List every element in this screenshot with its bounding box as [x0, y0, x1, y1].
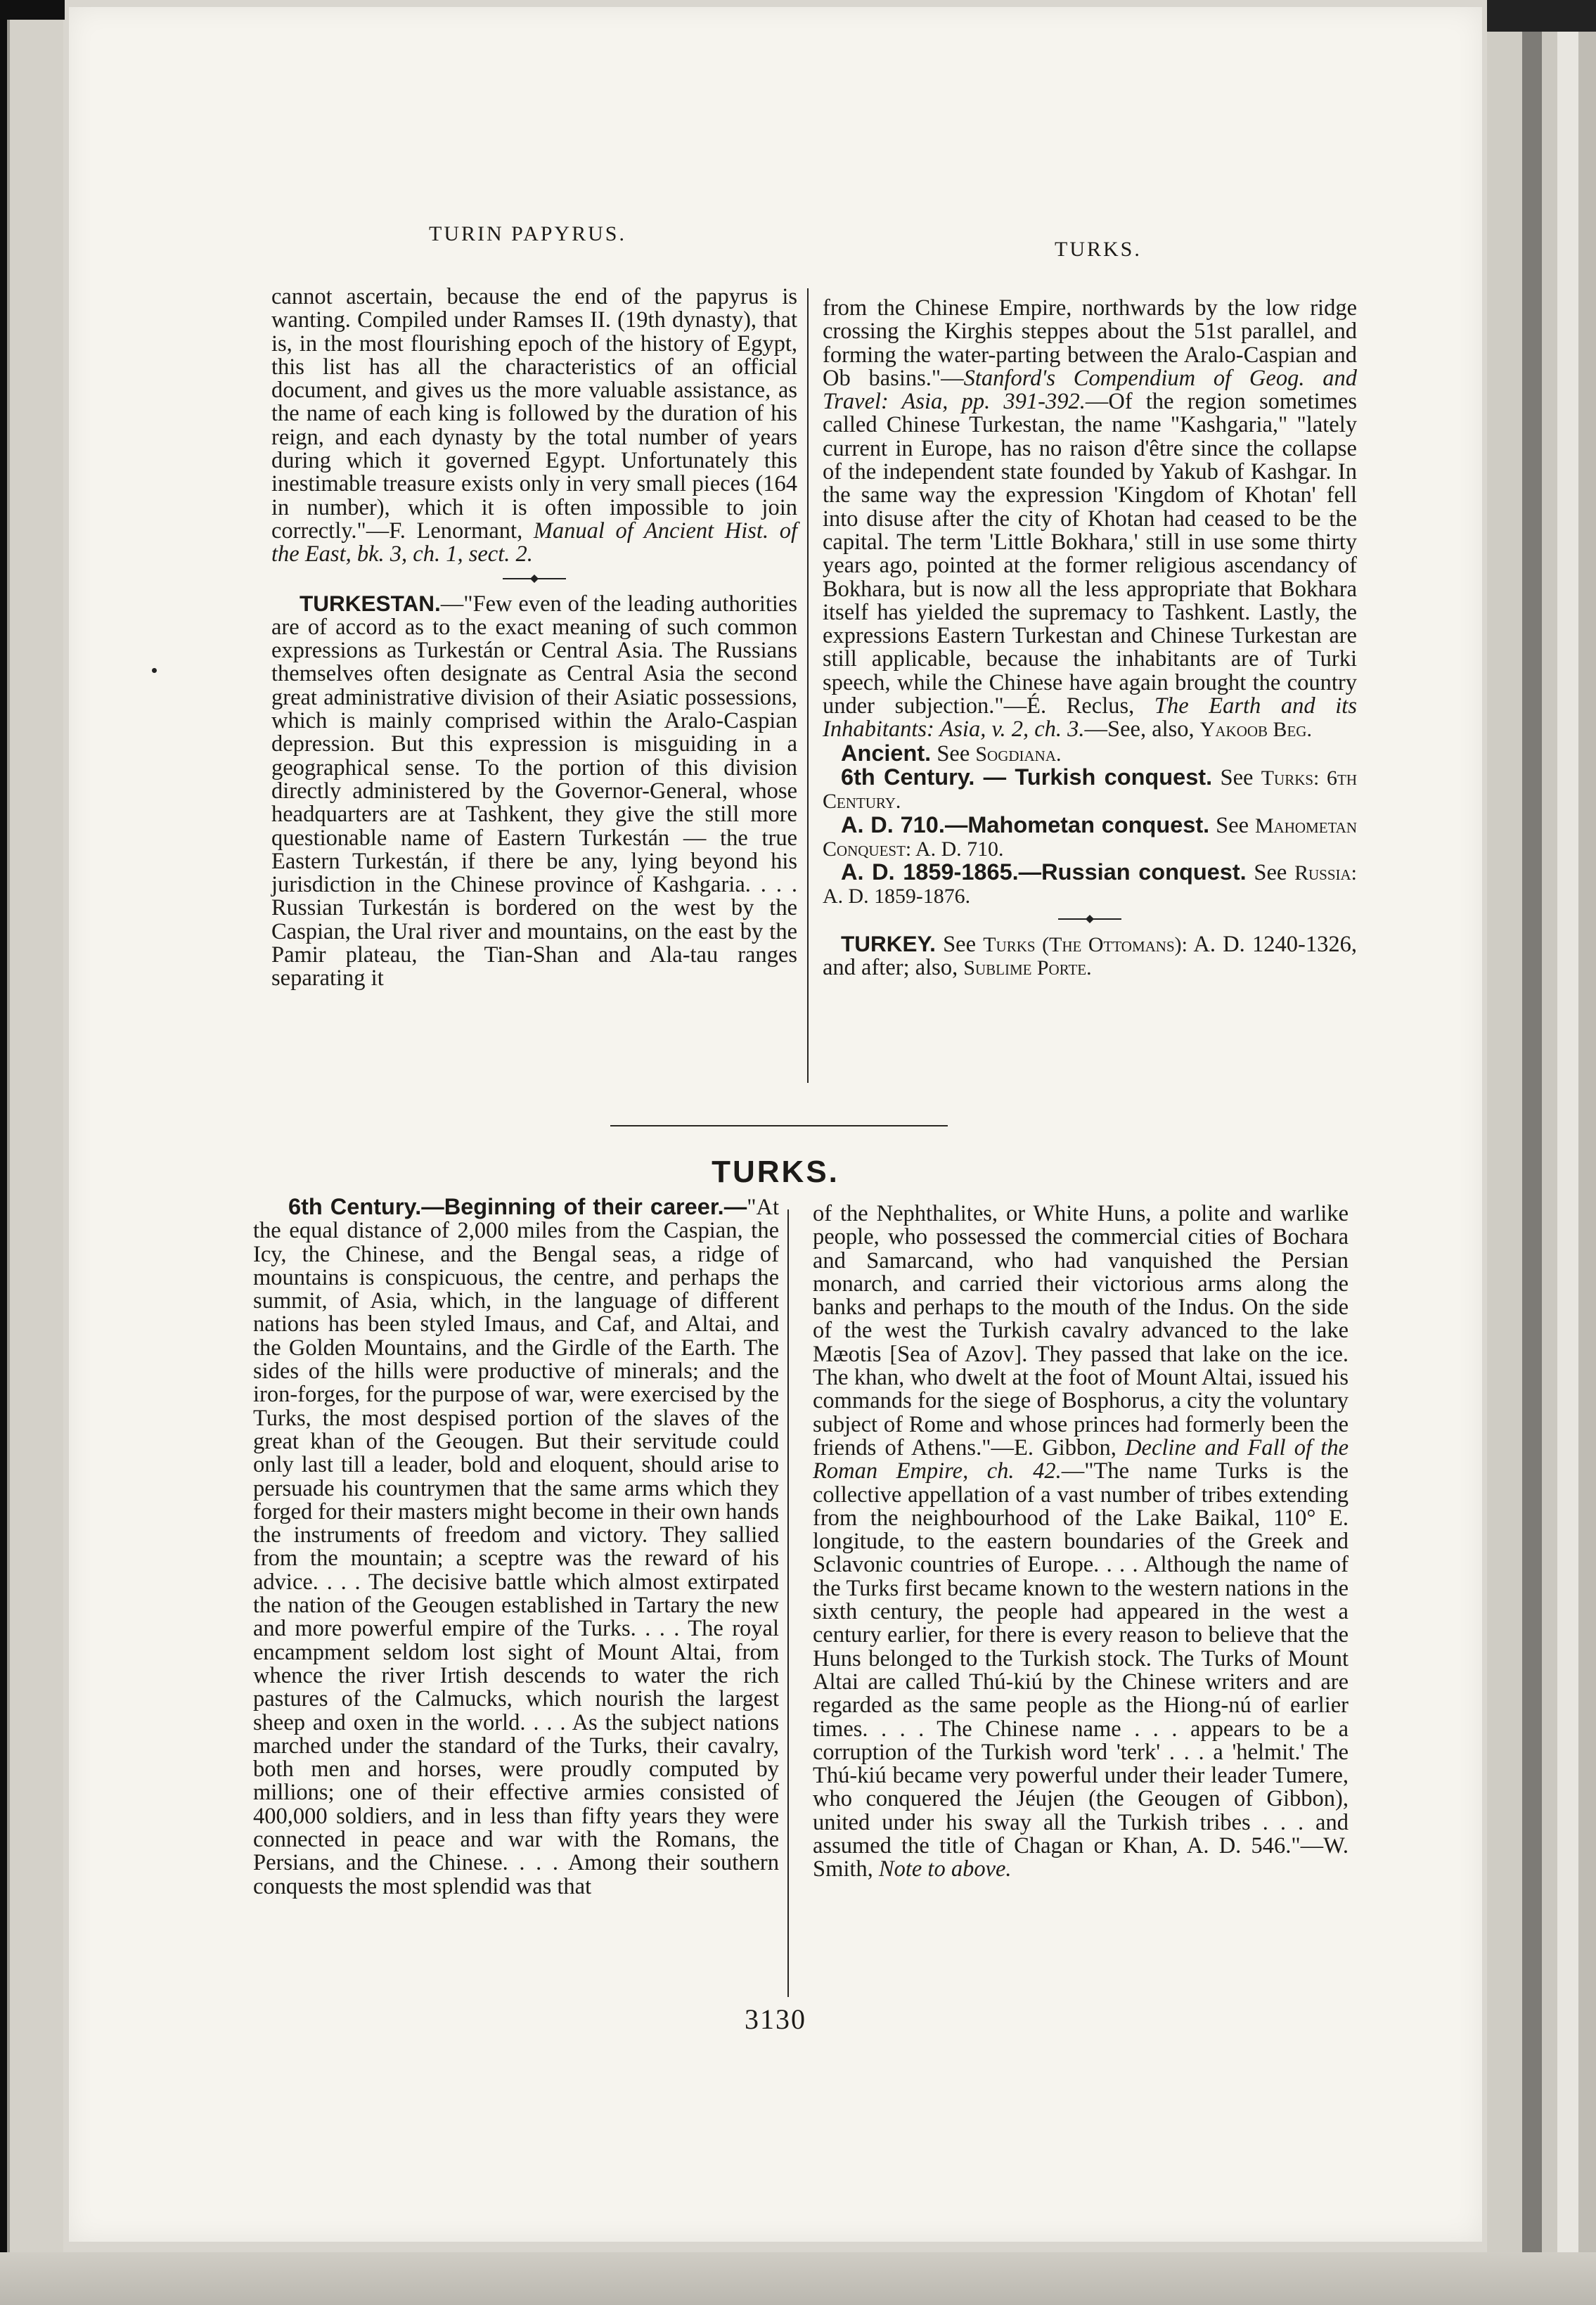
margin-mark	[152, 668, 157, 673]
gibbon-citation: Decline and Fall of the Roman Empire, ch. 42.	[813, 1434, 1349, 1484]
subentry-heading-6th-century: 6th Century. — Turkish conquest.	[841, 764, 1213, 790]
smith-citation: Note to above.	[878, 1856, 1012, 1882]
see-reference-russia: Russia: A. D. 1859-1876.	[823, 861, 1357, 908]
entry-heading-turkey: TURKEY.	[841, 930, 936, 956]
see-also-text: —See, also,	[1084, 717, 1200, 743]
scan-bottom-border	[0, 2252, 1596, 2305]
subentry-beginning-of-career	[253, 1195, 779, 1899]
subentry-heading-ad-710: A. D. 710.—Mahometan conquest.	[841, 811, 1210, 837]
see-text: See	[1254, 860, 1295, 886]
column-rule-bottom	[787, 1209, 789, 1997]
turkey-text: A. D. 1240-1326, and after; also,	[823, 931, 1357, 981]
bottom-left-column	[253, 1195, 779, 1899]
subentry-heading-ad-1859: A. D. 1859-1865.—Russian conquest.	[841, 859, 1247, 885]
scan-left-border	[0, 0, 63, 2305]
subentry-ancient	[823, 742, 1357, 766]
subentry-6th-century	[823, 766, 1357, 814]
paragraph-turks-continued	[813, 1202, 1349, 1882]
section-separator-rule	[610, 1125, 948, 1126]
see-reference-turks-6th-century: Turks: 6th Century.	[823, 766, 1357, 814]
stanford-citation: Stanford's Compendium of Geog. and Travel: Asia, pp. 391-392.	[823, 365, 1357, 415]
see-text: See	[1216, 812, 1255, 838]
subentry-heading-beginning-of-career: 6th Century.—Beginning of their career.—	[288, 1194, 747, 1219]
running-header-right: TURKS.	[1055, 238, 1142, 261]
see-reference-sublime-porte: Sublime Porte.	[963, 956, 1092, 980]
section-divider-ornament	[1058, 914, 1121, 924]
turkestan-continued-text: from the Chinese Empire, northwards by the low ridge crossing the Kirghis steppes about the 51st parallel, and forming the water-parting between the Aralo-Caspian and Ob basins."—	[823, 295, 1357, 391]
see-text: See	[1220, 764, 1261, 790]
subentry-ad-710	[823, 811, 1358, 861]
smith-text: —"The name Turks is the collective appellation of a vast number of tribes extending from the neighbourhood of the Lake Baikal, 110° E. longitude, to the eastern boundaries of the Greek and Sclavonic countries of Europe. . . . Although the name of the Turks first became known to the western nations in the sixth century, the people had appeared in the west a century earlier, for there is every reason to believe that the Huns belonged to the Turkish stock. The Turks of Mount Altai are called Thú-kiú by the Chinese writers and are regarded as the same people as the Hiong-nú of earlier times. . . . The Chinese name . . . appears to be a corruption of the Turkish word 'terk' . . . a 'helmit.' The Thú-kiú became very powerful under their leader Tumere, who conquered the Jéujen (the Geougen of Gibbon), united under his sway all the Turkish tribes . . . and assumed the title of Chagan or Khan, A. D. 546."—W. Smith,	[813, 1458, 1349, 1882]
see-reference-sogdiana: Sogdiana.	[975, 742, 1062, 766]
scan-corner-shadow	[0, 0, 65, 20]
entry-turkey	[823, 932, 1357, 980]
gibbon-quote-text: "At the equal distance of 2,000 miles from the Caspian, the Icy, the Chinese, and the Bengal seas, a ridge of mountains is conspicuous, the centre, and perhaps the summit, of Asia, which, in the language of different nations has been styled Imaus, and Caf, and Altai, and the Golden Mountains, and the Girdle of the Earth. The sides of the hills were productive of minerals; and the iron-forges, for the purpose of war, were exercised by the Turks, the most despised portion of the slaves of the great khan of the Geougen. But their servitude could only last till a leader, bold and eloquent, should arise to persuade his countrymen that the same arms which they forged for their masters might become in their own hands the instruments of freedom and victory. They sallied from the mountain; a sceptre was the reward of his advice. . . . The decisive battle which almost extirpated the nation of the Geougen established in Tartary the new and more powerful empire of the Turks. . . . The royal encampment seldom lost sight of Mount Altai, from whence the river Irtish descends to water the rich pastures of the Calmucks, which nourish the largest sheep and oxen in the world. . . . As the subject nations marched under the standard of the Turks, their cavalry, both men and horses, were proudly computed by millions; one of their effective armies consisted of 400,000 soldiers, and in less than fifty years they were connected in peace and war with the Romans, the Persians, and the Chinese. . . . Among their southern conquests the most splendid was that	[253, 1195, 779, 1899]
section-divider-ornament	[503, 574, 566, 584]
turin-citation: Manual of Ancient Hist. of the East, bk. 3, ch. 1, sect. 2.	[271, 518, 797, 567]
document-page	[69, 7, 1482, 2242]
entry-heading-turkestan: TURKESTAN.	[300, 590, 441, 616]
subentry-ad-1859	[823, 861, 1357, 908]
reclus-citation: The Earth and its Inhabitants: Asia, v. 2, ch. 3.	[823, 693, 1357, 743]
paragraph-turin-papyrus	[271, 285, 797, 567]
top-left-column	[271, 285, 797, 991]
see-reference-turks-ottomans: Turks (The Ottomans):	[983, 932, 1188, 956]
see-reference-yakoob-beg: Yakoob Beg.	[1199, 718, 1312, 742]
gibbon-continued-text: of the Nephthalites, or White Huns, a polite and warlike people, who possessed the commercial cities of Bochara and Samarcand, who had vanquished the Persian monarch, and carried their victorious arms along the banks and perhaps to the mouth of the Indus. On the side of the west the Turkish cavalry advanced to the lake Mæotis [Sea of Azov]. They passed that lake on the ice. The khan, who dwelt at the foot of Mount Altai, issued his commands for the siege of Bosphorus, a city the voluntary subject of Rome and whose princes had formerly been the friends of Athens."—E. Gibbon,	[813, 1201, 1349, 1460]
scan-right-border	[1487, 0, 1596, 2305]
subentry-heading-ancient: Ancient.	[841, 740, 932, 766]
see-reference-mahometan-conquest: Mahometan Conquest: A. D. 710.	[823, 814, 1358, 861]
paragraph-turkestan-continued	[823, 297, 1357, 742]
page-number: 3130	[745, 2003, 806, 2035]
entry-turkestan	[271, 592, 797, 991]
reclus-text: —Of the region sometimes called Chinese Turkestan, the name "Kashgaria," "lately current in Europe, has no raison d'être since the collapse of the independent state founded by Yakub of Kashgar. In the same way the expression 'Kingdom of Khotan' fell into disuse after the city of Khotan had ceased to be the capital. The term 'Little Bokhara,' still in use some thirty years ago, pointed at the former religious ascendancy of Bokhara, but is now all the less appropriate that Bokhara itself has yielded the supremacy to Tashkent. Lastly, the expressions Eastern Turkestan and Chinese Turkestan are still applicable, because the inhabitants are of Turki speech, while the Chinese have again brought the country under subjection."—É. Reclus,	[823, 389, 1357, 719]
column-rule-top	[807, 288, 809, 1083]
running-header-left: TURIN PAPYRUS.	[429, 222, 626, 245]
scan-right-corner	[1487, 0, 1596, 32]
top-right-column	[823, 297, 1357, 980]
turkestan-text: —"Few even of the leading authorities are of accord as to the exact meaning of such common expressions as Turkestán or Central Asia. The Russians themselves often designate as Central Asia the second great administrative division of their Asiatic possessions, which is mainly comprised within the Aralo-Caspian depression. But this expression is misguiding in a geographical sense. To the portion of this division directly administered by the Governor-General, whose headquarters are at Tashkent, they give the still more questionable name of Eastern Turkestán — the true Eastern Turkestán, if there be any, lying beyond his jurisdiction in the Chinese province of Kashgaria. . . . Russian Turkestán is bordered on the west by the Caspian, the Ural river and mountains, on the east by the Pamir plateau, the Tian-Shan and Ala-tau ranges separating it	[271, 591, 797, 991]
bottom-right-column	[813, 1202, 1349, 1882]
see-text: See	[937, 740, 976, 766]
turin-text: cannot ascertain, because the end of the papyrus is wanting. Compiled under Ramses II. (19th dynasty), that is, in the most flourishing epoch of the history of Egypt, this list has all the characteristics of an official document, and gives us the more valuable assistance, as the name of each king is followed by the duration of his reign, and each dynasty by the total number of years during which it governed Egypt. Unfortunately this inestimable treasure exists only in very small pieces (164 in number), which it is often impossible to join correctly."—F. Lenormant,	[271, 284, 797, 544]
section-title-turks: TURKS.	[712, 1155, 839, 1189]
see-text: See	[935, 931, 984, 957]
